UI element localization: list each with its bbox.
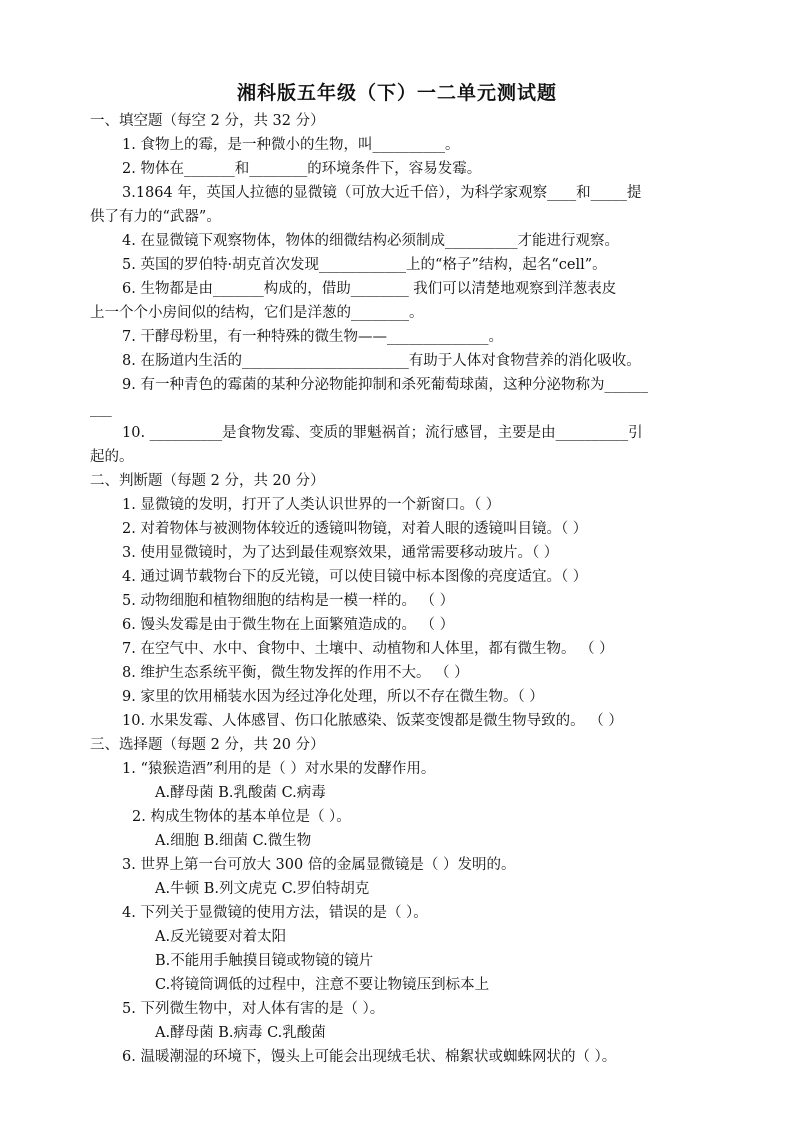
question-line: 2. 构成生物体的基本单位是（ ）。 (132, 809, 351, 825)
answer-option: B.不能用手触摸目镜或物镜的镜片 (155, 953, 374, 969)
question-line: 6. 馒头发霉是由于微生物在上面繁殖造成的。 （ ） (122, 617, 455, 633)
question-line-continued: ___ (90, 401, 112, 417)
question-line: 3. 使用显微镜时，为了达到最佳观察效果，通常需要移动玻片。（ ） (122, 545, 559, 561)
question-line: 9. 有一种青色的霉菌的某种分泌物能抑制和杀死葡萄球菌，这种分泌物称为______ (122, 377, 648, 393)
question-line: 4. 通过调节载物台下的反光镜，可以使目镜中标本图像的亮度适宜。（ ） (122, 569, 588, 585)
question-line: 5. 英国的罗伯特·胡克首次发现____________上的“格子”结构，起名“cell”。 (122, 257, 607, 273)
question-line: 1. 显微镜的发明，打开了人类认识世界的一个新窗口。（ ） (122, 497, 501, 513)
section-heading-true-false: 二、判断题（每题 2 分，共 20 分） (90, 473, 325, 489)
question-line: 8. 维护生态系统平衡，微生物发挥的作用不大。 （ ） (122, 665, 469, 681)
exam-title: 湘科版五年级（下）一二单元测试题 (236, 82, 557, 104)
question-line: 9. 家里的饮用桶装水因为经过净化处理，所以不存在微生物。（ ） (122, 689, 544, 705)
question-line: 6. 生物都是由_______构成的，借助________ 我们可以清楚地观察到洋葱表皮 (122, 281, 617, 297)
answer-options: A.细胞 B.细菌 C.微生物 (155, 833, 312, 849)
question-line: 1. 食物上的霉，是一种微小的生物，叫__________。 (122, 137, 460, 153)
question-line: 10. 水果发霉、人体感冒、伤口化脓感染、饭菜变馊都是微生物导致的。 （ ） (122, 713, 623, 729)
answer-option: A.反光镜要对着太阳 (155, 929, 287, 945)
answer-options: A.酵母菌 B.病毒 C.乳酸菌 (155, 1025, 326, 1041)
answer-options: A.牛顿 B.列文虎克 C.罗伯特胡克 (155, 881, 370, 897)
question-line: 2. 对着物体与被测物体较近的透镜叫物镜，对着人眼的透镜叫目镜。（ ） (122, 521, 588, 537)
question-line: 5. 下列微生物中，对人体有害的是（ ）。 (122, 1001, 385, 1017)
question-line: 8. 在肠道内生活的_______________________有助于人体对食物营养的消化吸收。 (122, 353, 641, 369)
question-line: 4. 下列关于显微镜的使用方法，错误的是（ ）。 (122, 905, 428, 921)
answer-options: A.酵母菌 B.乳酸菌 C.病毒 (155, 785, 326, 801)
question-line: 10. __________是食物发霉、变质的罪魁祸首；流行感冒，主要是由__________引 (122, 425, 643, 441)
question-line: 7. 在空气中、水中、食物中、土壤中、动植物和人体里，都有微生物。 （ ） (122, 641, 614, 657)
question-line: 2. 物体在_______和________的环境条件下，容易发霉。 (122, 161, 482, 177)
question-line: 3.1864 年，英国人拉德的显微镜（可放大近千倍），为科学家观察____和_____提 (122, 185, 642, 201)
question-line: 6. 温暖潮湿的环境下，馒头上可能会出现绒毛状、棉絮状或蜘蛛网状的（ ）。 (122, 1049, 617, 1065)
question-line-continued: 上一个个小房间似的结构，它们是洋葱的________。 (90, 305, 424, 321)
question-line: 3. 世界上第一台可放大 300 倍的金属显微镜是（ ）发明的。 (122, 857, 516, 873)
section-heading-fill-blank: 一、填空题（每空 2 分，共 32 分） (90, 113, 325, 129)
question-line: 1. “猿猴造酒”利用的是（ ）对水果的发酵作用。 (122, 761, 436, 777)
question-line: 7. 干酵母粉里，有一种特殊的微生物——______________。 (122, 329, 503, 345)
question-line-continued: 供了有力的“武器”。 (90, 209, 221, 225)
section-heading-multiple-choice: 三、选择题（每题 2 分，共 20 分） (90, 737, 325, 753)
question-line-continued: 起的。 (90, 449, 134, 465)
question-line: 5. 动物细胞和植物细胞的结构是一模一样的。 （ ） (122, 593, 455, 609)
question-line: 4. 在显微镜下观察物体，物体的细微结构必须制成__________才能进行观察。 (122, 233, 619, 249)
answer-option: C.将镜筒调低的过程中，注意不要让物镜压到标本上 (155, 977, 490, 993)
